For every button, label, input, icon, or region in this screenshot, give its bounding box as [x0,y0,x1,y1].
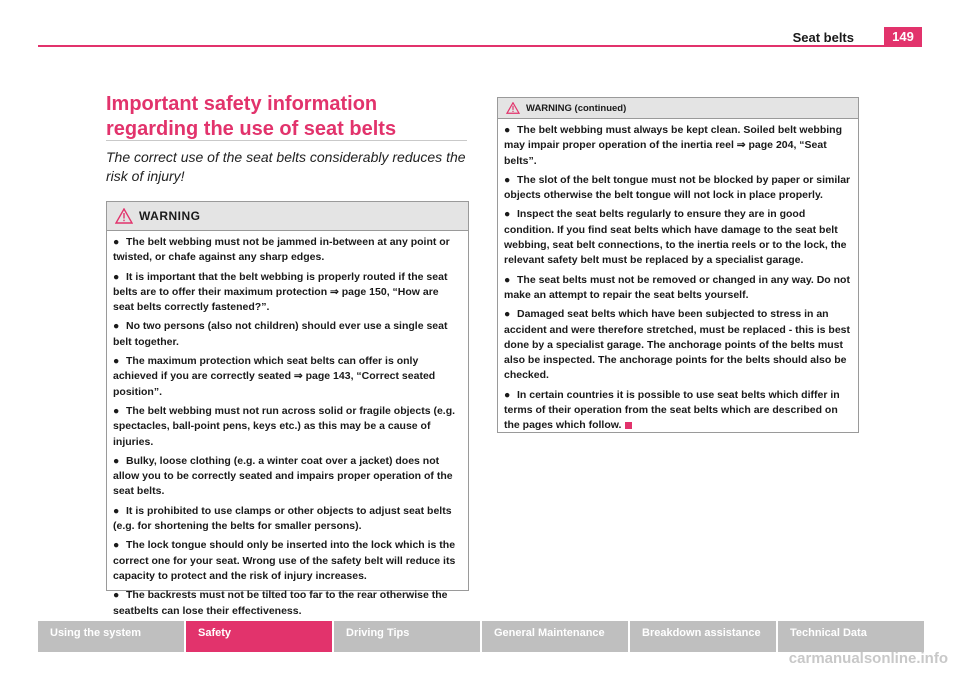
bullet-icon: ● [113,539,120,552]
warning-header [107,202,468,231]
bullet-icon: ● [504,273,511,286]
bullet-icon: ● [504,124,511,136]
warning-item: ● In certain countries it is possible to use seat belts which differ in terms of their operation from the seat belts which are described on the pages which follow. [504,388,840,432]
warning-box [106,201,469,617]
warning-continued-header [498,98,858,119]
bullet-icon: ● [113,589,120,602]
tab-driving-tips[interactable]: Driving Tips [334,621,480,652]
warning-item: ● Inspect the seat belts regularly to ensure they are in good condition. If you find seat belts which have damage to the seat belt webbing, seat belt connections, to the inertia reels or to the lock, the relevant safety belt must be replaced by a specialist garage. [504,208,847,267]
bullet-icon: ● [504,173,511,186]
warning-triangle-icon [506,102,520,114]
bullet-icon: ● [504,208,511,221]
warning-item: ● Damaged seat belts which have been subjected to stress in an accident and were therefore stretched, must be replaced - this is best done by a specialist garage. The anchorage points of the belts must also be inspected. The anchorage points for the belts should also be checked. [504,308,851,382]
warning-item: ● The belt webbing must always be kept clean. Soiled belt webbing may impair proper operation of the inertia reel ⇒ page 204, “Seat belts”. [504,124,842,167]
warning-item: ● Bulky, loose clothing (e.g. a winter coat over a jacket) does not allow you to be correctly seated and impairs proper operation of the seat belts. [113,454,453,498]
bullet-icon: ● [113,320,120,333]
warning-item: ● The belt webbing must not be jammed in-between at any point or twisted, or chafe against any sharp edges. [113,236,450,264]
title-divider [106,140,467,141]
footer-nav [38,621,926,652]
tab-breakdown-assistance[interactable]: Breakdown assistance [630,621,776,652]
tab-using-the-system[interactable]: Using the system [38,621,184,652]
warning-item: ● The maximum protection which seat belts can offer is only achieved if you are correctly seated ⇒ page 143, “Correct seated position”. [113,355,436,398]
tab-general-maintenance[interactable]: General Maintenance [482,621,628,652]
warning-continued-box [497,97,859,433]
warning-item: ● The lock tongue should only be inserted into the lock which is the correct one for your seat. Wrong use of the safety belt will reduce its capacity to protect and the risk of injury increases. [113,539,456,582]
warning-item: ● The backrests must not be tilted too far to the rear otherwise the seatbelts can lose their effectiveness. [113,589,448,617]
page-title: Important safety information regarding the use of seat belts [106,93,397,140]
warning-item: ● No two persons (also not children) should ever use a single seat belt together. [113,320,448,348]
warning-item: ● The seat belts must not be removed or changed in any way. Do not make an attempt to repair the seat belts yourself. [504,273,850,301]
section-title: Seat belts [792,30,854,45]
tab-safety[interactable]: Safety [186,621,332,652]
warning-heading: WARNING [139,209,201,223]
intro-text: The correct use of the seat belts considerably reduces the risk of injury! [106,149,466,184]
bullet-icon: ● [113,236,120,248]
warning-continued-list [498,119,858,440]
bullet-icon: ● [113,355,120,368]
warning-list [107,231,468,625]
warning-triangle-icon [115,208,133,224]
warning-item: ● The belt webbing must not run across solid or fragile objects (e.g. spectacles, ball-point pens, keys etc.) as this may be a cause of injuries. [113,404,456,448]
warning-item: ● It is prohibited to use clamps or other objects to adjust seat belts (e.g. for shortening the belts for smaller persons). [113,504,452,533]
warning-item: ● The slot of the belt tongue must not be blocked by paper or similar objects otherwise the belt tongue will not lock in place properly. [504,173,851,202]
warning-item: ● It is important that the belt webbing is properly routed if the seat belts are to offer their maximum protection ⇒ page 150, “How are seat belts correctly fastened?”. [113,270,448,314]
bullet-icon: ● [504,388,511,401]
end-of-section-icon [625,422,632,429]
watermark: carmanualsonline.info [788,650,948,667]
page-number: 149 [884,27,922,47]
bullet-icon: ● [504,308,511,321]
bullet-icon: ● [113,270,120,283]
header-rule [38,45,922,47]
tab-technical-data[interactable]: Technical Data [778,621,924,652]
warning-continued-heading: WARNING (continued) [526,102,627,114]
bullet-icon: ● [113,504,120,517]
bullet-icon: ● [113,454,120,467]
bullet-icon: ● [113,404,120,417]
